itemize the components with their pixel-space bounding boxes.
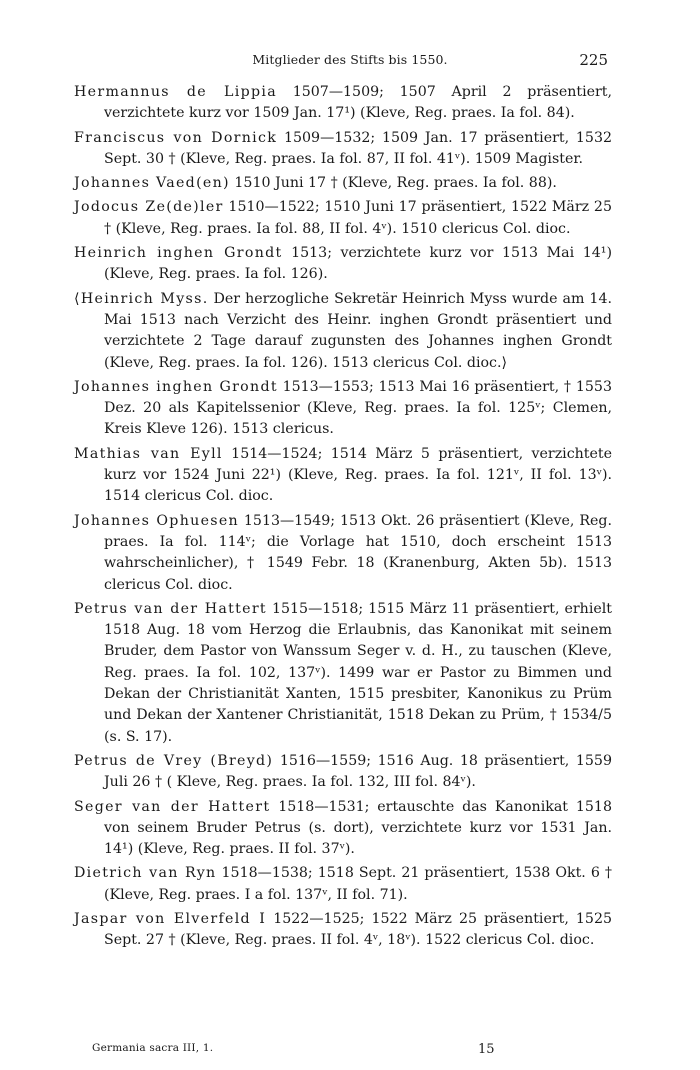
page-footer <box>0 1042 700 1058</box>
entry-text: 1509—1532; 1509 Jan. 17 präsentiert, 1532 Sept. 30 † (Kleve, Reg. praes. Ia fol. 87, II fol. 41ᵛ). 1509 Magister. <box>104 129 612 167</box>
entry <box>74 797 612 861</box>
entry <box>74 173 612 194</box>
entry-text: 1510 Juni 17 † (Kleve, Reg. praes. Ia fol. 88). <box>229 175 557 192</box>
entry-name: Petrus de Vrey (Breyd) <box>74 752 274 769</box>
entry-name: Hermannus de Lippia <box>74 84 277 100</box>
entry-text: 1522—1525; 1522 März 25 präsentiert, 1525 Sept. 27 † (Kleve, Reg. praes. II fol. 4ᵛ, 18ᵛ). 1522 clericus Col. dioc. <box>104 910 613 949</box>
entry-text: 1510—1522; 1510 Juni 17 präsentiert, 1522 März 25 † (Kleve, Reg. praes. Ia fol. 88, II fol. 4ᵛ). 1510 clericus Col. dioc. <box>104 199 612 237</box>
entry-name: ⟨Heinrich Myss. <box>74 290 209 307</box>
entry-text: 1513—1549; 1513 Okt. 26 präsentiert (Kleve, Reg. praes. Ia fol. 114ᵛ; die Vorlage hat 1510, doch erscheint 1513 wahrscheinlicher), † 1549 Febr. 18 (Kranenburg, Akten 5b). 1513 clericus Col. dioc. <box>104 512 612 593</box>
entry <box>74 128 612 171</box>
entry-name: Mathias van Eyll <box>74 445 223 462</box>
entry <box>74 377 612 441</box>
entry-text: 1513; verzichtete kurz vor 1513 Mai 14¹) (Kleve, Reg. praes. Ia fol. 126). <box>104 245 612 283</box>
entry <box>74 444 612 508</box>
entry <box>74 197 612 240</box>
entry-name: Johannes Ophuesen <box>74 512 239 529</box>
entry-text: 1518—1538; 1518 Sept. 21 präsentiert, 1538 Okt. 6 † (Kleve, Reg. praes. I a fol. 137ᵛ, II fol. 71). <box>104 865 612 903</box>
running-head <box>0 52 700 72</box>
entry-name: Jaspar von Elverfeld I <box>74 910 267 927</box>
entry-text: 1515—1518; 1515 März 11 präsentiert, erhielt 1518 Aug. 18 vom Herzog die Erlaubnis, das Kanonikat mit seinem Bruder, dem Pastor von Wanssum Seger v. d. H., zu tauschen (Kleve, Reg. praes. Ia fol. 102, 137ᵛ). 1499 war er Pastor zu Bimmen und Dekan der Christianität Xanten, 1515 presbiter, Kanonikus zu Prüm und Dekan der Xantener Christianität, 1518 Dekan zu Prüm, † 1534/5 (s. S. 17). <box>104 600 612 745</box>
entry <box>74 863 612 906</box>
entry-list <box>74 82 612 955</box>
entry-text: 1518—1531; ertauschte das Kanonikat 1518 von seinem Bruder Petrus (s. dort), verzichtete kurz vor 1531 Jan. 14¹) (Kleve, Reg. praes. II fol. 37ᵛ). <box>104 798 612 858</box>
entry <box>74 751 612 794</box>
entry-name: Seger van der Hattert <box>74 798 271 815</box>
entry-text: 1513—1553; 1513 Mai 16 präsentiert, † 1553 Dez. 20 als Kapitelssenior (Kleve, Reg. praes. Ia fol. 125ᵛ; Clemen, Kreis Kleve 126). 1513 clericus. <box>104 378 612 438</box>
entry-name: Johannes Vaed(en) <box>74 175 230 192</box>
running-title: Mitglieder des Stifts bis 1550. <box>252 52 448 67</box>
entry-text: 1507—1509; 1507 April 2 präsentiert, verzichtete kurz vor 1509 Jan. 17¹) (Kleve, Reg. praes. Ia fol. 84). <box>104 84 612 122</box>
entry <box>74 243 612 286</box>
entry <box>74 82 612 125</box>
entry <box>74 511 612 596</box>
entry-name: Jodocus Ze(de)ler <box>74 199 224 216</box>
entry <box>74 289 612 374</box>
entry <box>74 909 612 952</box>
entry-text: 1516—1559; 1516 Aug. 18 präsentiert, 1559 Juli 26 † ( Kleve, Reg. praes. Ia fol. 132, III fol. 84ᵛ). <box>104 752 612 791</box>
entry-text: Der herzogliche Sekretär Heinrich Myss wurde am 14. Mai 1513 nach Verzicht des Heinr. inghen Grondt präsentiert und verzichtete 2 Tage darauf zugunsten des Johannes inghen Grondt (Kleve, Reg. praes. Ia fol. 126). 1513 clericus Col. dioc.⟩ <box>104 290 612 371</box>
series-title: Germania sacra III, 1. <box>92 1042 214 1054</box>
entry <box>74 599 612 748</box>
entry-text: 1514—1524; 1514 März 5 präsentiert, verzichtete kurz vor 1524 Juni 22¹) (Kleve, Reg. praes. Ia fol. 121ᵛ, II fol. 13ᵛ). 1514 clericus Col. dioc. <box>104 445 612 505</box>
entry-name: Dietrich van Ryn <box>74 865 217 882</box>
entry-name: Petrus van der Hattert <box>74 600 267 617</box>
entry-name: Johannes inghen Grondt <box>74 378 278 395</box>
entry-name: Heinrich inghen Grondt <box>74 245 283 262</box>
entry-name: Franciscus von Dornick <box>74 129 278 146</box>
page-number: 225 <box>579 51 608 69</box>
signature-mark: 15 <box>478 1042 495 1057</box>
